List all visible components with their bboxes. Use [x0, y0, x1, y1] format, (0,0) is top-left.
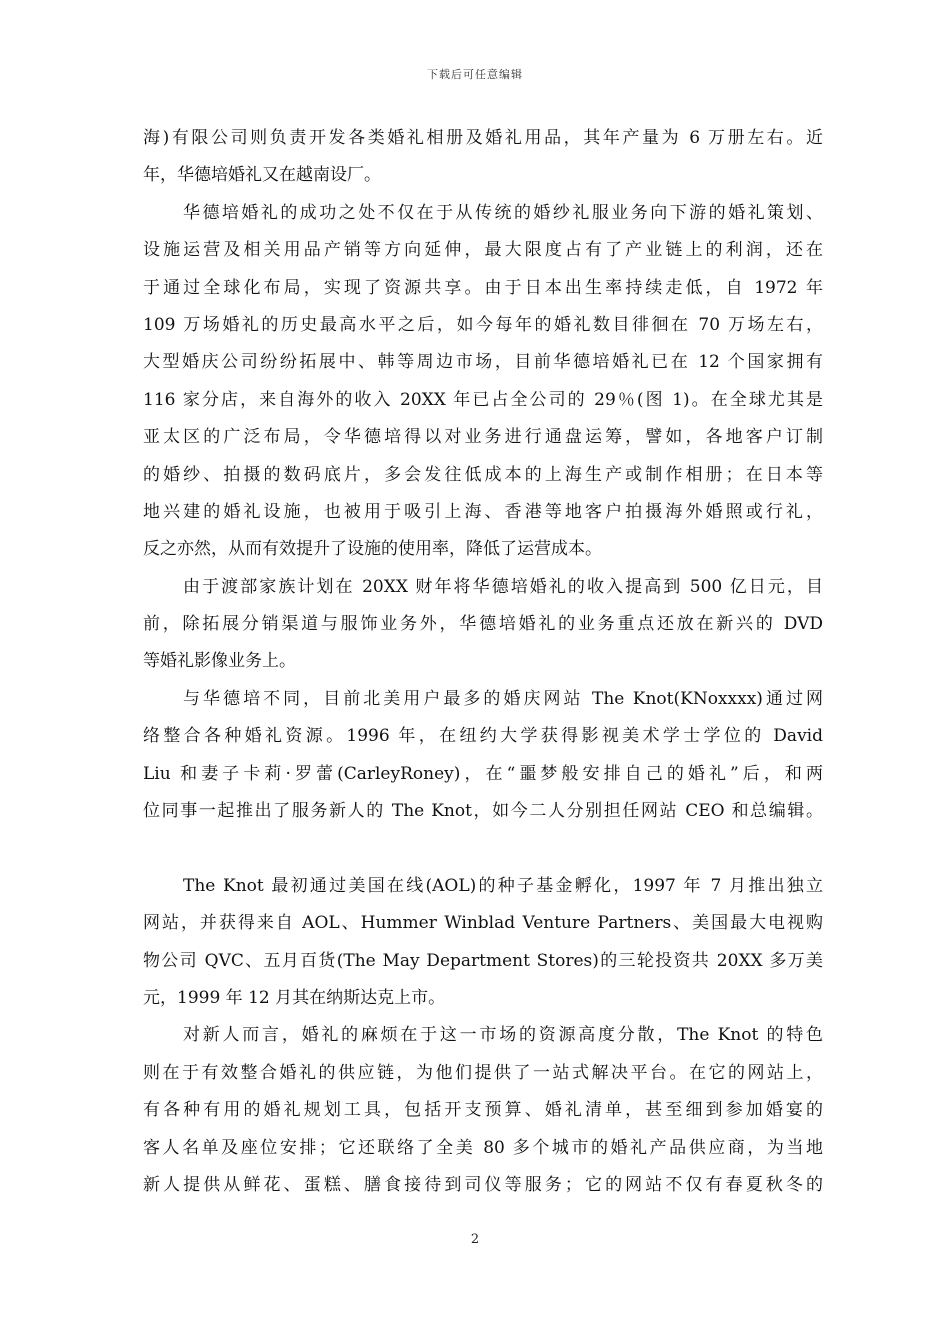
text-line: 海)有限公司则负责开发各类婚礼相册及婚礼用品，其年产量为 6 万册左右。近 [143, 128, 823, 148]
text-line: 亚太区的广泛布局，令华德培得以对业务进行通盘运筹，譬如，各地客户订制 [143, 427, 823, 448]
text-line: 络整合各种婚礼资源。1996 年，在纽约大学获得影视美术学士学位的 David [143, 726, 823, 747]
text-line: 年，华德培婚礼又在越南设厂。 [143, 165, 381, 186]
text-line: 的婚纱、拍摄的数码底片，多会发往低成本的上海生产或制作相册；在日本等 [143, 464, 823, 485]
text-line: 于通过全球化布局，实现了资源共享。由于日本出生率持续走低，自 1972 年 [143, 277, 823, 298]
text-line: 大型婚庆公司纷纷拓展中、韩等周边市场，目前华德培婚礼已在 12 个国家拥有 [143, 352, 823, 373]
page-number: 2 [470, 1232, 480, 1247]
text-line: The Knot 最初通过美国在线(AOL)的种子基金孵化，1997 年 7 月推出独立 [183, 875, 823, 896]
text-line: 由于渡部家族计划在 20XX 财年将华德培婚礼的收入提高到 500 亿日元，目 [183, 576, 823, 597]
blank-line [143, 830, 823, 867]
text-line: 客人名单及座位安排；它还联络了全美 80 多个城市的婚礼产品供应商，为当地 [143, 1137, 823, 1158]
text-line: 反之亦然，从而有效提升了设施的使用率，降低了运营成本。 [143, 539, 602, 560]
text-line: 前，除拓展分销渠道与服饰业务外，华德培婚礼的业务重点还放在新兴的 DVD [143, 614, 823, 635]
text-line: 华德培婚礼的成功之处不仅在于从传统的婚纱礼服业务向下游的婚礼策划、 [183, 202, 823, 223]
text-line: 元，1999 年 12 月其在纳斯达克上市。 [143, 987, 446, 1008]
text-line: 设施运营及相关用品产销等方向延伸，最大限度占有了产业链上的利润，还在 [143, 240, 823, 261]
text-line: Liu 和妻子卡莉·罗蕾(CarleyRoney)，在“噩梦般安排自己的婚礼”后，和两 [143, 763, 823, 784]
text-line: 等婚礼影像业务上。 [143, 651, 296, 672]
text-line: 新人提供从鲜花、蛋糕、膳食接待到司仪等服务；它的网站不仅有春夏秋冬的 [143, 1174, 823, 1195]
text-line: 网站，并获得来自 AOL、Hummer Winblad Venture Partners、美国最大电视购 [143, 913, 823, 934]
text-line: 对新人而言，婚礼的麻烦在于这一市场的资源高度分散，The Knot 的特色 [183, 1025, 823, 1046]
text-line: 116 家分店，来自海外的收入 20XX 年已占全公司的 29％(图 1)。在全球尤其是 [143, 389, 823, 410]
document-body [143, 120, 823, 1204]
text-line: 位同事一起推出了服务新人的 The Knot，如今二人分别担任网站 CEO 和总编辑。 [143, 801, 823, 822]
page-header: 下载后可任意编辑 [427, 68, 523, 81]
text-line: 则在于有效整合婚礼的供应链，为他们提供了一站式解决平台。在它的网站上， [143, 1062, 823, 1083]
text-line: 有各种有用的婚礼规划工具，包括开支预算、婚礼清单，甚至细到参加婚宴的 [143, 1100, 823, 1121]
text-line: 物公司 QVC、五月百货(The May Department Stores)的三轮投资共 20XX 多万美 [143, 950, 823, 971]
text-line: 109 万场婚礼的历史最高水平之后，如今每年的婚礼数目徘徊在 70 万场左右， [143, 314, 823, 335]
text-line: 地兴建的婚礼设施，也被用于吸引上海、香港等地客户拍摄海外婚照或行礼， [143, 501, 823, 522]
text-line: 与华德培不同，目前北美用户最多的婚庆网站 The Knot(KNoxxxx)通过网 [183, 688, 823, 709]
